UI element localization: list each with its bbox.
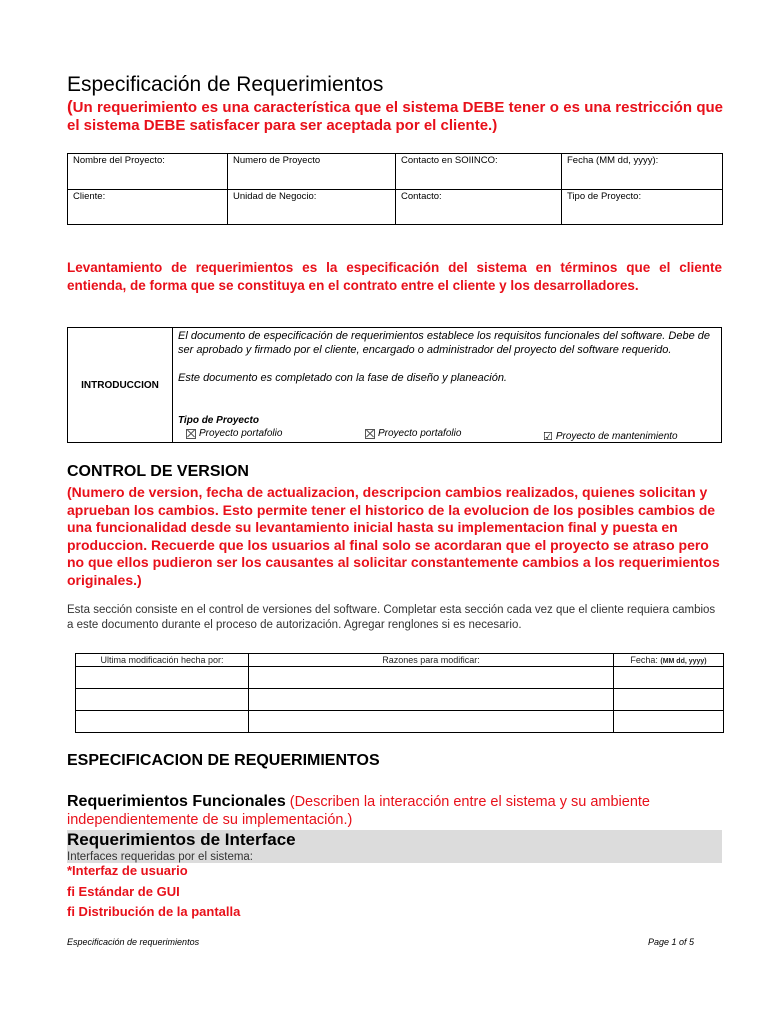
option-label: Proyecto portafolio bbox=[378, 428, 462, 439]
levantamiento-paragraph: Levantamiento de requerimientos es la especificación del sistema en términos que el cliente entienda, de forma que se constituya en el contrato entre el cliente y los desarrolladores. bbox=[67, 260, 722, 293]
table-cell[interactable] bbox=[249, 711, 614, 733]
option-label: Proyecto de mantenimiento bbox=[555, 431, 678, 442]
table-cell[interactable] bbox=[614, 667, 724, 689]
tipo-proyecto-label: Tipo de Proyecto bbox=[178, 415, 259, 426]
table-cell[interactable] bbox=[614, 689, 724, 711]
intro-paragraph-2: Este documento es completado con la fase de diseño y planeación. bbox=[178, 372, 507, 384]
especificacion-heading: ESPECIFICACION DE REQUERIMIENTOS bbox=[67, 752, 380, 769]
control-version-heading: CONTROL DE VERSION bbox=[67, 463, 249, 480]
project-info-row bbox=[68, 154, 723, 190]
project-info-table bbox=[67, 153, 723, 225]
option-portafolio-1[interactable] bbox=[186, 428, 282, 439]
table-cell[interactable] bbox=[249, 667, 614, 689]
subtitle-text: Un requerimiento es una característica que el sistema DEBE tener o es una restricción que el sistema DEBE satisfacer para ser aceptada por el cliente.) bbox=[67, 99, 723, 134]
option-mantenimiento[interactable] bbox=[543, 430, 678, 443]
project-name-cell[interactable]: Nombre del Proyecto: bbox=[68, 154, 228, 190]
table-cell[interactable] bbox=[76, 667, 249, 689]
table-cell[interactable] bbox=[76, 689, 249, 711]
crossed-checkbox-icon[interactable] bbox=[365, 429, 375, 439]
footer-page-number: Page 1 of 5 bbox=[648, 937, 695, 947]
list-item: *Interfaz de usuario bbox=[67, 863, 188, 878]
crossed-checkbox-icon[interactable] bbox=[186, 429, 196, 439]
control-version-note: (Numero de version, fecha de actualizacion, descripcion cambios realizados, quienes solicitan y aprueban los cambios. Esto permite tener el historico de la evolucion de los posibles cambios de una funcionalidad desde su levantamiento inicial hasta su implementacion final y puesta en produccion. Recuerde que los usuarios al final solo se acordaran que el proyecto se atraso pero no que ellos pudieron ser los causantes al solicitar constantemente cambios a los requerimientos originales.) bbox=[67, 484, 720, 588]
header-date-label: Fecha: bbox=[630, 655, 658, 665]
list-item: fi Estándar de GUI bbox=[67, 884, 180, 899]
header-reasons: Razones para modificar: bbox=[249, 654, 614, 667]
version-table bbox=[75, 653, 724, 733]
list-item: fi Distribución de la pantalla bbox=[67, 904, 241, 919]
footer-document-name: Especificación de requerimientos bbox=[67, 937, 200, 947]
table-cell[interactable] bbox=[249, 689, 614, 711]
introduccion-box bbox=[67, 327, 722, 443]
funcionales-title: Requerimientos Funcionales bbox=[67, 793, 286, 810]
business-unit-cell[interactable]: Unidad de Negocio: bbox=[228, 190, 396, 225]
document-subtitle bbox=[67, 98, 723, 135]
control-version-description: Esta sección consiste en el control de versiones del software. Completar esta sección cada vez que el cliente requiera cambios a este documento durante el proceso de autorización. Agregar renglones si es necesario. bbox=[67, 604, 716, 631]
table-row bbox=[76, 667, 724, 689]
intro-paragraph-1: El documento de especificación de requerimientos establece los requisitos funcionales del software. Debe de ser aprobado y firmado por el cliente, encargado o administrador del proyecto del software requerido. bbox=[178, 330, 710, 356]
introduccion-label: INTRODUCCION bbox=[68, 328, 173, 442]
option-portafolio-2[interactable] bbox=[365, 428, 461, 439]
table-row bbox=[76, 711, 724, 733]
project-type-cell[interactable]: Tipo de Proyecto: bbox=[562, 190, 723, 225]
funcionales-description: (Describen la interacción entre el sistema y su ambiente independientemente de su implementación.) bbox=[67, 794, 650, 828]
contact-cell[interactable]: Contacto: bbox=[396, 190, 562, 225]
table-cell[interactable] bbox=[76, 711, 249, 733]
subtitle-open-paren: ( bbox=[67, 97, 73, 116]
introduccion-text bbox=[178, 329, 718, 385]
version-table-header bbox=[76, 654, 724, 667]
checked-checkbox-icon[interactable]: ☑ bbox=[543, 431, 553, 443]
client-cell[interactable]: Cliente: bbox=[68, 190, 228, 225]
soiinco-contact-cell[interactable]: Contacto en SOIINCO: bbox=[396, 154, 562, 190]
table-row bbox=[76, 689, 724, 711]
interface-title: Requerimientos de Interface bbox=[67, 830, 296, 849]
header-date-format: (MM dd, yyyy) bbox=[660, 658, 707, 665]
option-label: Proyecto portafolio bbox=[199, 428, 283, 439]
project-info-row bbox=[68, 190, 723, 225]
project-number-cell[interactable]: Numero de Proyecto bbox=[228, 154, 396, 190]
header-date bbox=[614, 654, 724, 667]
document-title: Especificación de Requerimientos bbox=[67, 73, 384, 96]
funcionales-section bbox=[67, 793, 722, 829]
date-cell[interactable]: Fecha (MM dd, yyyy): bbox=[562, 154, 723, 190]
table-cell[interactable] bbox=[614, 711, 724, 733]
header-modified-by: Ultima modificación hecha por: bbox=[76, 654, 249, 667]
interface-subtitle: Interfaces requeridas por el sistema: bbox=[67, 851, 254, 863]
